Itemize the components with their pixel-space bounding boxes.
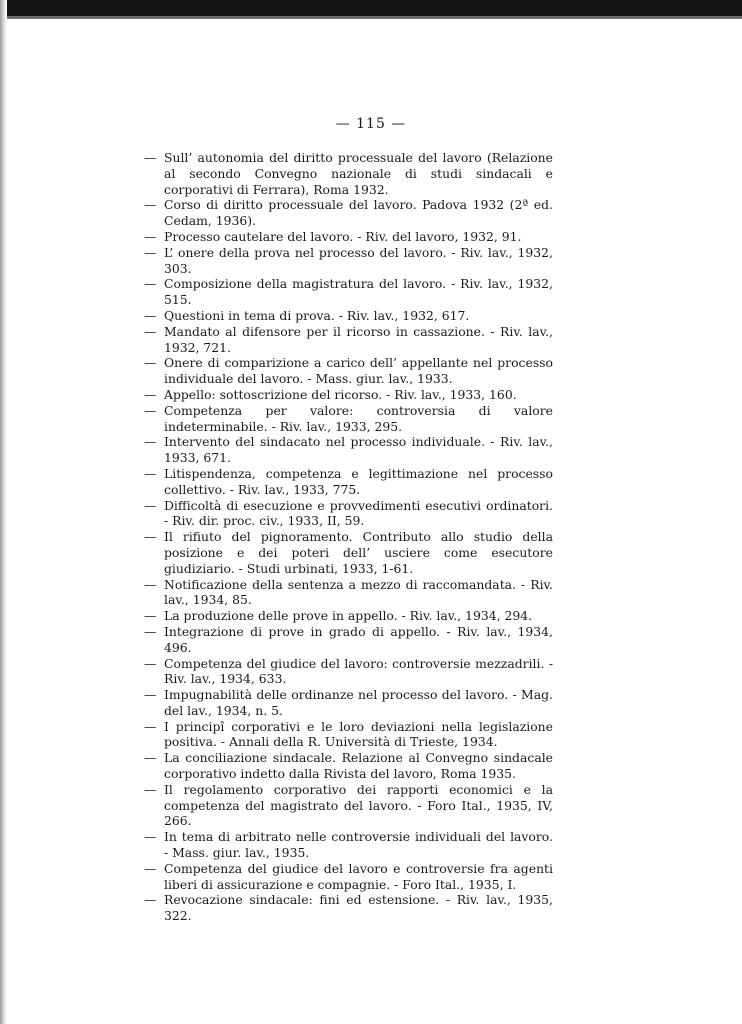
- bibliography-entry: [128, 229, 553, 245]
- entry-dash: —: [144, 608, 157, 624]
- entry-text: I principî corporativi e le loro deviazioni nella legislazione positiva. - Annali della R. Università di Trieste, 1934.: [164, 718, 553, 750]
- entry-text: Difficoltà di esecuzione e provvedimenti esecutivi ordinatori. - Riv. dir. proc. civ., 1933, II, 59.: [164, 497, 553, 529]
- bibliography-entry: [128, 308, 553, 324]
- bibliography-entry: [128, 324, 553, 356]
- bibliography-entry: [128, 434, 553, 466]
- entry-text: Notificazione della sentenza a mezzo di raccomandata. - Riv. lav., 1934, 85.: [164, 576, 553, 608]
- entry-dash: —: [144, 687, 157, 703]
- bibliography-entry: [128, 608, 553, 624]
- entry-text: Mandato al difensore per il ricorso in cassazione. - Riv. lav., 1932, 721.: [164, 323, 553, 355]
- entry-dash: —: [144, 402, 157, 418]
- bibliography-entry: [128, 276, 553, 308]
- bibliography-entry: [128, 687, 553, 719]
- entry-dash: —: [144, 228, 157, 244]
- entry-dash: —: [144, 465, 157, 481]
- entry-text: Competenza per valore: controversia di valore indeterminabile. - Riv. lav., 1933, 295.: [164, 402, 553, 434]
- entry-dash: —: [144, 386, 157, 402]
- scan-left-edge: [0, 0, 7, 1024]
- entry-text: Onere di comparizione a carico dell’ appellante nel processo individuale del lavoro. - Mass. giur. lav., 1933.: [164, 355, 553, 387]
- bibliography-entry: [128, 197, 553, 229]
- entry-text: La conciliazione sindacale. Relazione al Convegno sindacale corporativo indetto dalla Rivista del lavoro, Roma 1935.: [164, 750, 553, 782]
- bibliography-entry: [128, 529, 553, 576]
- bibliography-entry: [128, 403, 553, 435]
- entry-text: Corso di diritto processuale del lavoro. Padova 1932 (2ª ed. Cedam, 1936).: [164, 197, 553, 229]
- bibliography-entry: [128, 624, 553, 656]
- bibliography-entry: [128, 466, 553, 498]
- entry-text: Impugnabilità delle ordinanze nel processo del lavoro. - Mag. del lav., 1934, n. 5.: [164, 687, 553, 718]
- entry-text: La produzione delle prove in appello. - Riv. lav., 1934, 294.: [164, 608, 533, 624]
- scan-top-border: [0, 0, 742, 16]
- entry-dash: —: [144, 655, 157, 671]
- entry-text: Questioni in tema di prova. - Riv. lav., 1932, 617.: [164, 307, 470, 323]
- bibliography-entry: [128, 829, 553, 861]
- entry-dash: —: [144, 860, 157, 876]
- entry-dash: —: [144, 623, 157, 639]
- entry-dash: —: [144, 276, 157, 292]
- entry-dash: —: [144, 829, 157, 845]
- bibliography-entry: [128, 498, 553, 530]
- entry-dash: —: [144, 150, 157, 165]
- entry-dash: —: [144, 497, 157, 513]
- entry-text: Revocazione sindacale: fini ed estensione. - Riv. lav., 1935, 322.: [164, 892, 553, 924]
- bibliography-entry: [128, 782, 553, 829]
- bibliography-entry: [128, 892, 553, 924]
- bibliography-entry: [128, 861, 553, 893]
- entry-dash: —: [144, 244, 157, 260]
- entry-text: Intervento del sindacato nel processo individuale. - Riv. lav., 1933, 671.: [164, 434, 553, 466]
- entry-text: Sull’ autonomia del diritto processuale del lavoro (Relazione al secondo Convegno nazionale di studi sindacali e corporativi di Ferrara), Roma 1932.: [164, 150, 553, 197]
- bibliography-entry: [128, 719, 553, 751]
- bibliography-entry: [128, 245, 553, 277]
- page-number: — 115 —: [335, 116, 407, 132]
- entry-text: Il rifiuto del pignoramento. Contributo allo studio della posizione e dei poteri dell’ usciere come esecutore giudiziario. - Studi urbinati, 1933, 1-61.: [164, 529, 553, 576]
- entry-dash: —: [144, 750, 157, 766]
- bibliography-entry: [128, 150, 553, 197]
- bibliography-entry: [128, 355, 553, 387]
- entry-text: Appello: sottoscrizione del ricorso. - Riv. lav., 1933, 160.: [164, 386, 517, 402]
- entry-dash: —: [144, 323, 157, 339]
- entry-dash: —: [144, 576, 157, 592]
- bibliography-entry: [128, 750, 553, 782]
- bibliography-list: [128, 150, 553, 924]
- bibliography-entry: [128, 387, 553, 403]
- scan-top-border-edge: [0, 16, 742, 19]
- entry-text: Competenza del giudice del lavoro e controversie fra agenti liberi di assicurazione e compagnie. - Foro Ital., 1935, I.: [164, 860, 553, 892]
- entry-dash: —: [144, 307, 157, 323]
- entry-dash: —: [144, 529, 157, 545]
- entry-text: Litispendenza, competenza e legittimazione nel processo collettivo. - Riv. lav., 1933, 775.: [164, 465, 553, 497]
- entry-dash: —: [144, 718, 157, 734]
- entry-dash: —: [144, 434, 157, 450]
- entry-text: Competenza del giudice del lavoro: controversie mezzadrili. - Riv. lav., 1934, 633.: [164, 655, 553, 687]
- entry-dash: —: [144, 892, 157, 908]
- entry-text: Composizione della magistratura del lavoro. - Riv. lav., 1932, 515.: [164, 276, 553, 308]
- entry-dash: —: [144, 197, 157, 213]
- entry-text: Integrazione di prove in grado di appello. - Riv. lav., 1934, 496.: [164, 623, 553, 655]
- entry-text: Il regolamento corporativo dei rapporti economici e la competenza del magistrato del lavoro. - Foro Ital., 1935, IV, 266.: [164, 781, 553, 829]
- entry-dash: —: [144, 355, 157, 371]
- entry-text: In tema di arbitrato nelle controversie individuali del lavoro. - Mass. giur. lav., 1935.: [164, 829, 553, 861]
- entry-text: Processo cautelare del lavoro. - Riv. del lavoro, 1932, 91.: [164, 228, 522, 244]
- entry-text: L’ onere della prova nel processo del lavoro. - Riv. lav., 1932, 303.: [164, 244, 553, 276]
- bibliography-entry: [128, 577, 553, 609]
- entry-dash: —: [144, 781, 157, 797]
- bibliography-entry: [128, 656, 553, 688]
